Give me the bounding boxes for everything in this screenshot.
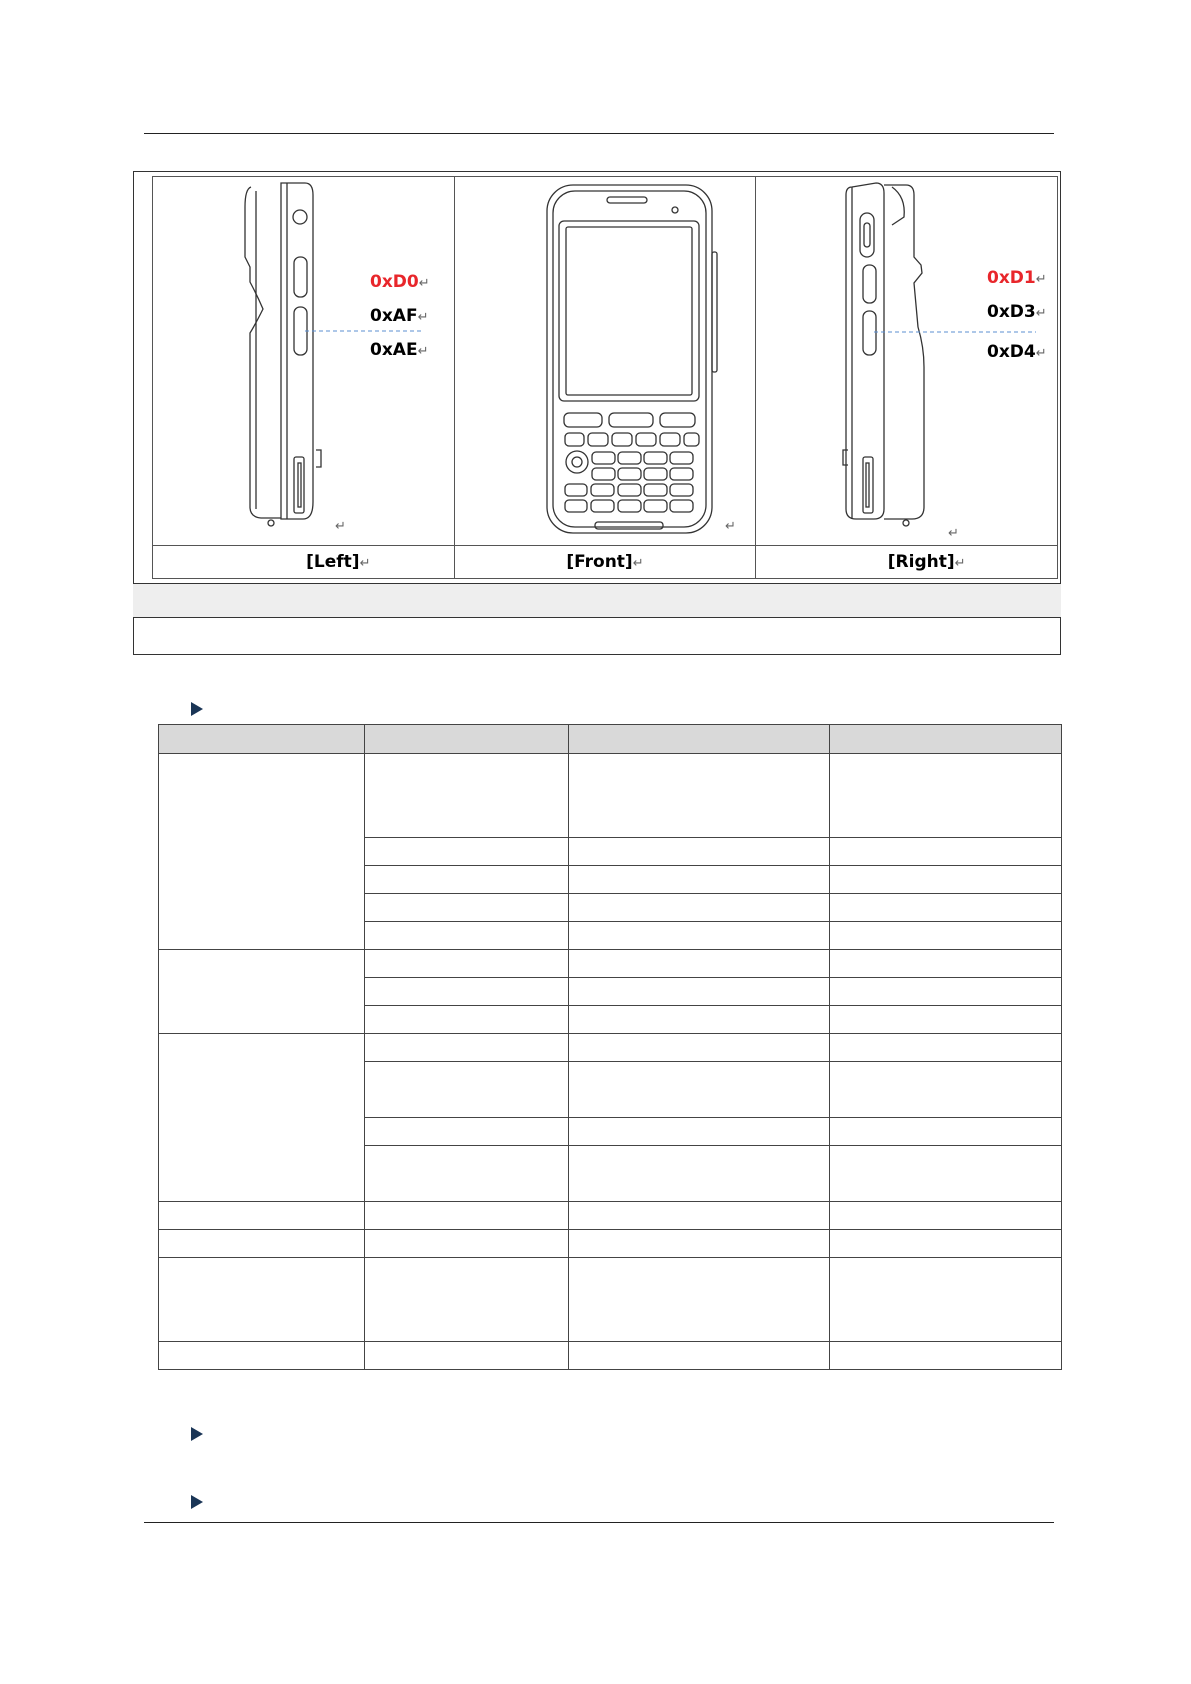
bullet-marker-icon [191, 1495, 203, 1509]
table-row [159, 1034, 1062, 1062]
svg-text:↵: ↵ [724, 518, 736, 533]
left-key-code-1: 0xD0↵ [370, 272, 430, 292]
table-row [159, 754, 1062, 838]
return-mark: ↵ [954, 556, 966, 571]
caption-right: [Right] [887, 552, 955, 572]
footer-rule [144, 1522, 1054, 1523]
device-views-table [152, 176, 1058, 579]
left-key-code-3: 0xAE↵ [370, 340, 429, 360]
table-row [159, 1230, 1062, 1258]
return-mark: ↵ [359, 556, 371, 571]
right-key-code-1: 0xD1↵ [987, 268, 1047, 288]
table-row [159, 1258, 1062, 1342]
bullet-marker-icon [191, 702, 203, 716]
caption-front: [Front] [566, 552, 633, 572]
return-mark: ↵ [632, 556, 644, 571]
table-header-row [159, 725, 1062, 754]
figure-title-band [133, 583, 1061, 618]
left-view-cell [153, 177, 455, 546]
front-view-cell [454, 177, 756, 546]
caption-left-cell [153, 546, 455, 579]
right-key-code-2: 0xD3↵ [987, 302, 1047, 322]
left-key-code-2: 0xAF↵ [370, 306, 429, 326]
bullet-marker-icon [191, 1427, 203, 1441]
header-rule [144, 133, 1054, 134]
svg-text:↵: ↵ [335, 518, 346, 533]
svg-text:↵: ↵ [948, 525, 960, 540]
table-row [159, 1342, 1062, 1370]
table-row [159, 1202, 1062, 1230]
caption-front-cell [454, 546, 756, 579]
caption-left: [Left] [306, 552, 360, 572]
right-key-code-3: 0xD4↵ [987, 342, 1047, 362]
caption-right-cell [756, 546, 1058, 579]
table-row [159, 950, 1062, 978]
device-front-image [455, 177, 755, 540]
spec-table [158, 724, 1062, 1370]
